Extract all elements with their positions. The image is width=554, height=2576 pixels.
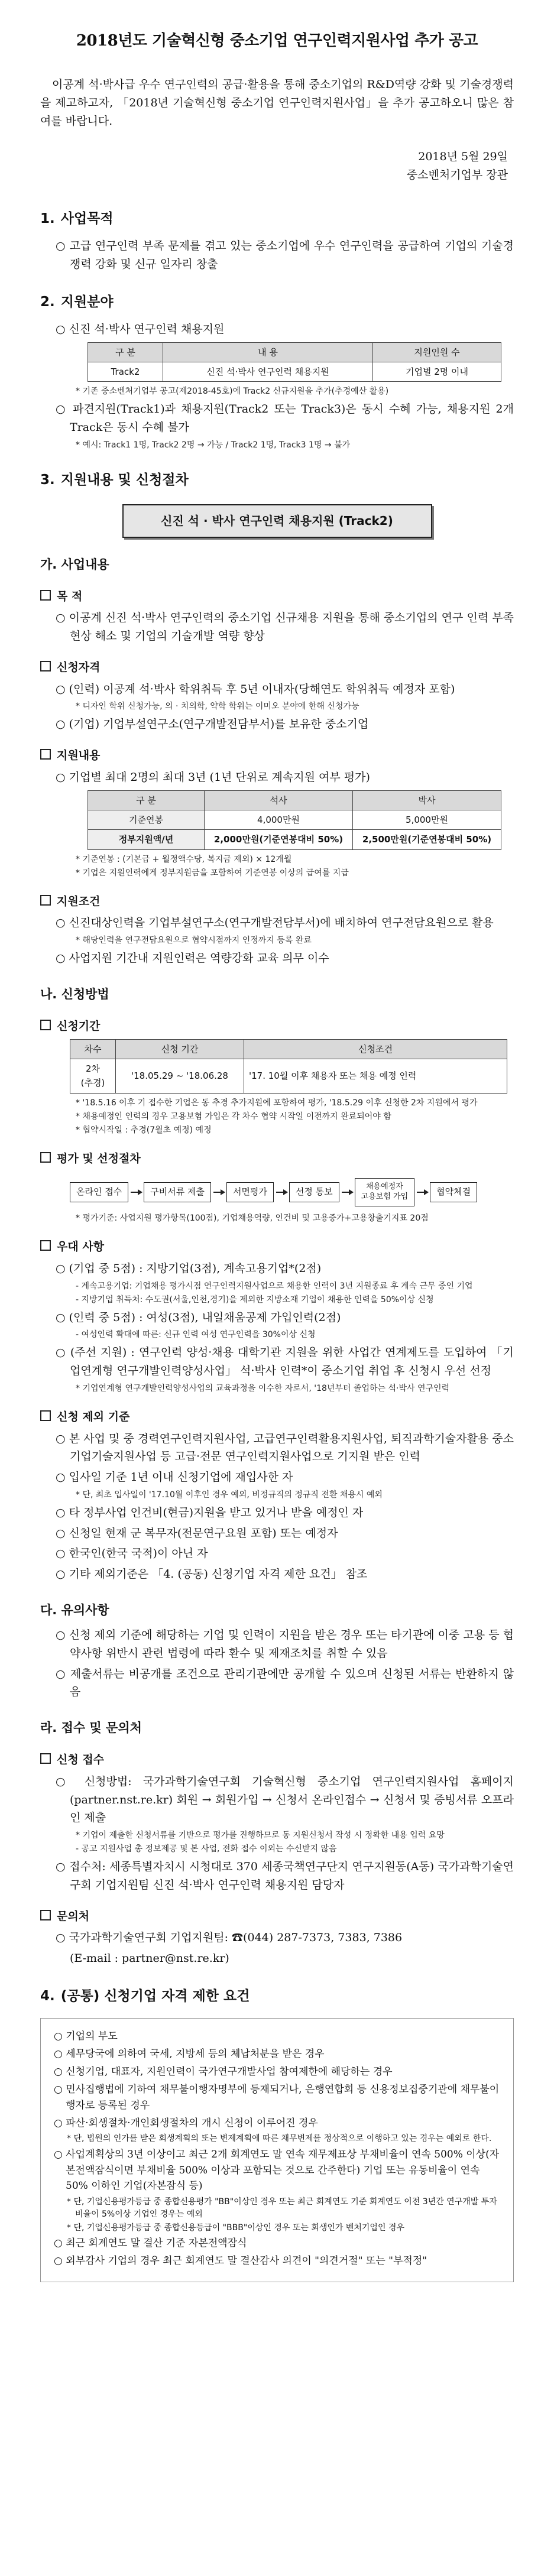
- restriction-note: * 단, 법원의 인가를 받은 회생계획의 또는 변제계획에 따른 채무변제를 정상적으로 이행하고 있는 경우는 예외로 한다.: [67, 2134, 492, 2144]
- contact-phone: ○ 국가과학기술연구회 기업지원팀: ☎(044) 287-7373, 7383, 7386: [56, 1931, 403, 1945]
- track-table-header: 지원인원 수: [373, 342, 501, 362]
- restriction-item: ○ 민사집행법에 기하여 채무불이행자명부에 등재되거나, 은행연합회 등 신용정보집중기관에 채무불이행자로 등록된 경우: [54, 2083, 500, 2111]
- page-title: 2018년도 기술혁신형 중소기업 연구인력지원사업 추가 공고: [76, 32, 478, 50]
- checkbox-square-icon: [40, 895, 51, 906]
- support-table: [88, 790, 501, 850]
- period-table-header: 차수: [70, 1039, 116, 1059]
- checkbox-square-icon: [40, 749, 51, 760]
- contact-heading: 문의처: [40, 1907, 514, 1926]
- arrow-right-icon: [276, 1192, 287, 1193]
- preference-heading: 우대 사항: [40, 1238, 514, 1256]
- flow-step: 온라인 접수: [70, 1182, 128, 1202]
- section-1-heading: 1. 사업목적: [40, 210, 114, 226]
- support-table-cell: 5,000만원: [353, 810, 501, 829]
- qualification-2: ○ (기업) 기업부설연구소(연구개발전담부서)를 보유한 중소기업: [56, 718, 369, 731]
- restriction-item: ○ 외부감사 기업의 경우 최근 회계연도 말 결산감사 의견이 "의견거절" 또는 "부적정": [54, 2255, 427, 2267]
- preference-3-note: * 기업연계형 연구개발인력양성사업의 교육과정을 이수한 자로서, '18년부터 졸업하는 석·박사 연구인력: [76, 1383, 450, 1393]
- period-table-cell: 2차 (추경): [70, 1059, 116, 1093]
- preference-1-note-2: - 지방기업 취득처: 수도권(서울,인천,경기)을 제외한 지방소재 기업이 채용한 인력을 50%이상 신청: [76, 1295, 434, 1305]
- reception-1: ○ 신청방법: 국가과학기술연구회 기술혁신형 중소기업 연구인력지원사업 홈페이지(partner.nst.re.kr) 회원 → 회원가입 → 신청서 온라인접수 → 신청서 및 증빙서류 오프라인 제출: [56, 1774, 514, 1825]
- restriction-item: ○ 세무당국에 의하여 국세, 지방세 등의 체납처분을 받은 경우: [54, 2048, 325, 2061]
- support-note-1: * 기준연봉 : (기본급 + 월정액수당, 복지금 제외) × 12개월: [76, 854, 292, 864]
- track2-banner: 신진 석 · 박사 연구인력 채용지원 (Track2): [122, 504, 432, 537]
- support-table-header: 석사: [205, 790, 353, 810]
- s2-item-1: ○ 신진 석·박사 연구인력 채용지원: [56, 322, 225, 336]
- exclusion-1: ○ 본 사업 및 중 경력연구인력지원사업, 고급연구인력활용지원사업, 퇴직과학기술자활용 중소기업기술지원사업 등 고급·전문 연구인력지원사업으로 기지원 받은 인력: [56, 1432, 514, 1464]
- exclusion-3: ○ 타 정부사업 인건비(현금)지원을 받고 있거나 받을 예정인 자: [56, 1506, 364, 1519]
- subsection-ga: 가. 사업내용: [40, 557, 109, 572]
- support-table-cell: 2,000만원(기준연봉대비 50%): [205, 830, 353, 849]
- checkbox-square-icon: [40, 1410, 51, 1421]
- qualification-restrictions-box: [40, 2018, 514, 2282]
- track-table-header: 내 용: [163, 342, 373, 362]
- checkbox-square-icon: [40, 590, 51, 601]
- preference-1-note-1: - 계속고용기업: 기업채용 평가시점 연구인력지원사업으로 채용한 인력이 3년 지원종료 후 계속 근무 중인 기업: [76, 1281, 473, 1291]
- support-table-cell: 2,500만원(기준연봉대비 50%): [353, 830, 501, 849]
- qualification-1: ○ (인력) 이공계 석·박사 학위취득 후 5년 이내자(당해연도 학위취득 예정자 포함): [56, 682, 455, 696]
- section-4-heading: 4. (공통) 신청기업 자격 제한 요건: [40, 1988, 250, 2004]
- announcement-date: 2018년 5월 29일: [418, 150, 508, 164]
- evaluation-heading: 평가 및 선정절차: [40, 1150, 514, 1168]
- subsection-da: 다. 유의사항: [40, 1603, 109, 1617]
- support-heading: 지원내용: [40, 747, 514, 765]
- period-heading: 신청기간: [40, 1017, 514, 1036]
- arrow-right-icon: [342, 1192, 352, 1193]
- reception-1-note-2: - 공고 지원사업 총 정보제공 및 본 사업, 전화 접수 이외는 수신받지 않음: [76, 1844, 337, 1854]
- period-table: [70, 1039, 507, 1094]
- restriction-item: ○ 사업계획상의 3년 이상이고 최근 2개 회계연도 말 연속 재무제표상 부채비율이 연속 500% 이상(자본전액잠식이면 부채비율 500% 이상과 포함되는 것으로 간주한다) 기업 또는 유동비율이 연속 50% 이하인 기업(자본잠식 등): [54, 2148, 500, 2192]
- track-table-cell: 신진 석·박사 연구인력 채용지원: [163, 362, 373, 382]
- purpose-heading: 목 적: [40, 588, 514, 606]
- exclusion-6: ○ 기타 제외기준은 「4. (공동) 신청기업 자격 제한 요건」 참조: [56, 1568, 368, 1581]
- track-table: [88, 342, 501, 382]
- checkbox-square-icon: [40, 1910, 51, 1920]
- purpose-text: ○ 이공계 신진 석·박사 연구인력의 중소기업 신규채용 지원을 통해 중소기업의 연구 인력 부족 현상 해소 및 기업의 기술개발 역량 향상: [56, 611, 514, 643]
- issuing-organization: 중소벤처기업부 장관: [406, 168, 508, 182]
- support-table-header: 구 분: [88, 790, 205, 810]
- exclusion-4: ○ 신청일 현재 군 복무자(전문연구요원 포함) 또는 예정자: [56, 1526, 338, 1540]
- period-table-header: 신청조건: [244, 1039, 507, 1059]
- restriction-item: ○ 신청기업, 대표자, 지원인력이 국가연구개발사업 참여제한에 해당하는 경우: [54, 2065, 393, 2078]
- s2-item-2: ○ 파견지원(Track1)과 채용지원(Track2 또는 Track3)은 동시 수혜 가능, 채용지원 2개 Track은 동시 수혜 불가: [56, 403, 514, 434]
- selection-flow: [70, 1178, 514, 1206]
- reception-heading: 신청 접수: [40, 1751, 514, 1769]
- flow-note: * 평가기준: 사업지원 평가항목(100점), 기업채용역량, 인건비 및 고용증가+고용창출기지표 20점: [76, 1214, 429, 1224]
- support-note-2: * 기업은 지원인력에게 정부지원금을 포함하여 기준연봉 이상의 급여를 지급: [76, 868, 349, 878]
- reception-2: ○ 접수처: 세종특별자치시 시청대로 370 세종국책연구단지 연구지원동(A동) 국가과학기술연구회 기업지원팀 신진 석·박사 연구인력 채용지원 담당자: [56, 1860, 514, 1892]
- checkbox-square-icon: [40, 1020, 51, 1030]
- preference-3: ○ (주선 지원) : 연구인력 양성·채용 대학기관 지원을 위한 사업간 연계제도를 도입하여 「기업연계형 연구개발인력양성사업」 석·박사 인력*이 중소기업 취업 후 신청시 우선 선정: [56, 1346, 514, 1378]
- contact-email: (E-mail : partner@nst.re.kr): [70, 1952, 229, 1965]
- exclusion-2-note: * 단, 최초 입사일이 '17.10월 이후인 경우 예외, 비정규직의 정규직 전환 채용시 예외: [76, 1490, 383, 1500]
- s2-note-2: * 예시: Track1 1명, Track2 2명 → 가능 / Track2 1명, Track3 1명 → 불가: [76, 440, 351, 450]
- track-table-wrap: [88, 342, 514, 382]
- restriction-item: ○ 기업의 부도: [54, 2030, 118, 2043]
- restriction-item: ○ 최근 회계연도 말 결산 기준 자본전액잠식: [54, 2237, 247, 2250]
- flow-step: 구비서류 제출: [144, 1182, 211, 1202]
- qualification-1-note: * 디자인 학위 신청가능, 의 · 치의학, 약학 학위는 이미오 분야에 한해 신청가능: [76, 702, 359, 712]
- exclusion-5: ○ 한국인(한국 국적)이 아닌 자: [56, 1547, 208, 1560]
- track-table-cell: Track2: [88, 362, 163, 382]
- arrow-right-icon: [417, 1192, 427, 1193]
- section-2-heading: 2. 지원분야: [40, 294, 114, 310]
- preference-2-note: - 여성인력 확대에 따른: 신규 인력 여성 연구인력을 30%이상 신청: [76, 1330, 316, 1340]
- s2-note-1: * 기존 중소벤처기업부 공고(제2018-45호)에 Track2 신규지원을 추가(추경예산 활용): [76, 387, 389, 397]
- support-table-cell: 기준연봉: [88, 810, 205, 829]
- support-1: ○ 기업별 최대 2명의 최대 3년 (1년 단위로 계속지원 여부 평가): [56, 770, 370, 784]
- support-table-header: 박사: [353, 790, 501, 810]
- arrow-right-icon: [213, 1192, 224, 1193]
- flow-step: 선정 통보: [289, 1182, 339, 1202]
- checkbox-square-icon: [40, 1152, 51, 1163]
- restriction-note: * 단, 기업신용평가등급 중 종합신용평가 "BB"이상인 경우 또는 최근 회계연도 기준 회계연도 이전 3년간 연구개발 투자비율이 5%이상 기업인 경우는 예외: [67, 2197, 497, 2219]
- support-table-cell: 정부지원액/년: [88, 830, 205, 849]
- exclusion-2: ○ 입사일 기준 1년 이내 신청기업에 재입사한 자: [56, 1471, 293, 1484]
- checkbox-square-icon: [40, 1753, 51, 1764]
- subsection-na: 나. 신청방법: [40, 987, 109, 1001]
- subsection-ra: 라. 접수 및 문의처: [40, 1721, 142, 1735]
- flow-step: 채용예정자 고용보험 가입: [355, 1178, 414, 1206]
- condition-heading: 지원조건: [40, 893, 514, 911]
- preference-1: ○ (기업 중 5점) : 지방기업(3점), 계속고용기업*(2점): [56, 1261, 322, 1275]
- period-note-3: * 협약시작일 : 추경(7월초 예정) 예정: [76, 1125, 212, 1135]
- checkbox-square-icon: [40, 1240, 51, 1251]
- notice-1: ○ 신청 제외 기준에 해당하는 기업 및 인력이 지원을 받은 경우 또는 타기관에 이중 고용 등 협약사항 위반시 관련 법령에 따라 환수 및 제재조치를 취할 수 있음: [56, 1628, 514, 1660]
- restriction-note: * 단, 기업신용평가등급 중 종합신용등급이 "BBB"이상인 경우 또는 회생인가 벤처기업인 경우: [67, 2223, 404, 2233]
- s1-item: ○ 고급 연구인력 부족 문제를 겪고 있는 중소기업에 우수 연구인력을 공급하여 기업의 기술경쟁력 강화 및 신규 일자리 창출: [56, 239, 514, 271]
- support-table-cell: 4,000만원: [205, 810, 353, 829]
- checkbox-square-icon: [40, 661, 51, 671]
- exclusion-heading: 신청 제외 기준: [40, 1408, 514, 1426]
- period-table-cell: '18.05.29 ~ '18.06.28: [116, 1059, 244, 1093]
- notice-2: ○ 제출서류는 비공개를 조건으로 관리기관에만 공개할 수 있으며 신청된 서류는 반환하지 않음: [56, 1667, 514, 1699]
- reception-1-note-1: * 기업이 제출한 신청서류를 기반으로 평가를 진행하므로 동 지원신청서 작성 시 정확한 내용 입력 요망: [76, 1831, 445, 1841]
- flow-step: 협약체결: [430, 1182, 477, 1202]
- period-table-wrap: [70, 1039, 514, 1094]
- condition-1-note: * 해당인력을 연구전담요원으로 협약시점까지 인정까지 등록 완료: [76, 936, 312, 946]
- track-table-header: 구 분: [88, 342, 163, 362]
- arrow-right-icon: [131, 1192, 141, 1193]
- track-table-cell: 기업별 2명 이내: [373, 362, 501, 382]
- period-note-1: * '18.5.16 이후 기 접수한 기업은 동 추경 추가지원에 포함하여 평가, '18.5.29 이후 신청한 2차 지원에서 평가: [76, 1098, 478, 1108]
- condition-2: ○ 사업지원 기간내 지원인력은 역량강화 교육 의무 이수: [56, 952, 329, 965]
- intro-paragraph: 이공계 석·박사급 우수 연구인력의 공급·활용을 통해 중소기업의 R&D역량 강화 및 기술경쟁력을 제고하고자, 「2018년 기술혁신형 중소기업 연구인력지원사업」을 추가 공고하오니 많은 참여를 바랍니다.: [40, 78, 514, 128]
- condition-1: ○ 신진대상인력을 기업부설연구소(연구개발전담부서)에 배치하여 연구전담요원으로 활용: [56, 916, 494, 930]
- flow-step: 서면평가: [226, 1182, 274, 1202]
- period-table-header: 신청 기간: [116, 1039, 244, 1059]
- support-table-wrap: [88, 790, 514, 850]
- period-table-cell: '17. 10월 이후 채용자 또는 채용 예정 인력: [244, 1059, 507, 1093]
- section-3-heading: 3. 지원내용 및 신청절차: [40, 472, 189, 488]
- qualification-heading: 신청자격: [40, 658, 514, 677]
- period-note-2: * 채용예정인 인력의 경우 고용보험 가입은 각 차수 협약 시작일 이전까지 완료되어야 함: [76, 1111, 391, 1121]
- preference-2: ○ (인력 중 5점) : 여성(3점), 내일채움공제 가입인력(2점): [56, 1310, 341, 1324]
- restriction-item: ○ 파산·회생절차·개인회생절차의 개시 신청이 이루어진 경우: [54, 2117, 318, 2129]
